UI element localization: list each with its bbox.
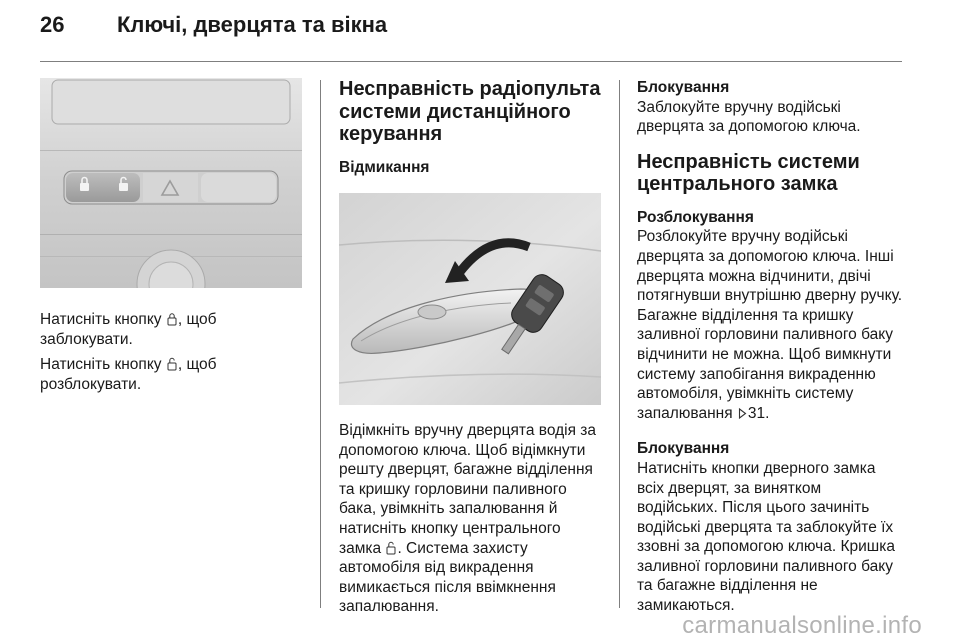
section-heading-central-lock-failure: Несправність системи центрального замка: [637, 150, 860, 196]
subheading-locking-2: Блокування: [637, 440, 730, 458]
watermark: carmanualsonline.info: [682, 612, 922, 639]
locking-text-2: Натисніть кнопки дверного замка всіх дверцят, за винятком водійських. Після цього зачиніть водійські дверцята та заблокуйте їх ззовні за допомогою ключа. Кришка заливної горловини паливного баку та багажне відділення не замикаються.: [637, 459, 895, 615]
unlock-instruction: Натисніть кнопку , щоб розблокувати.: [40, 356, 217, 393]
right-column: [637, 78, 903, 616]
unlocking-instructions: Відімкніть вручну дверцята водія за допомогою ключа. Щоб відімкнути решту дверцят, багажне відділення та кришку горловини паливного бака, увімкніть запалювання й натисніть кнопку центрального замка . Система захисту автомобіля від викрадення вимикається після ввімкнення запалювання.: [339, 422, 597, 616]
lock-instruction: Натисніть кнопку , щоб заблокувати.: [40, 311, 217, 348]
middle-column: [339, 78, 603, 617]
subheading-unlocking-2: Розблокування: [637, 208, 754, 226]
column-divider-1: [320, 80, 321, 608]
page-reference-link[interactable]: 31: [747, 404, 766, 422]
subheading-unlocking: Відмикання: [339, 158, 430, 176]
unlock-icon: [386, 541, 396, 555]
door-handle-key-illustration: [339, 193, 601, 405]
left-column: [40, 78, 302, 394]
subheading-locking: Блокування: [637, 79, 730, 96]
column-divider-2: [619, 80, 620, 608]
unlock-icon: [167, 357, 177, 371]
lock-buttons-illustration: [40, 78, 302, 288]
header-rule: [40, 61, 902, 62]
unlocking-text: Розблокуйте вручну водійські дверцята за допомогою ключа. Інші дверцята можна відчинити, двічі потягнувши внутрішню дверну ручку. Багажне відділення та кришку заливної горловини паливного баку відчинити не можна. Щоб вимкнути систему запобігання викраденню автомобіля, увімкніть систему запалювання 31.: [637, 228, 903, 422]
section-heading-remote-failure: Несправність радіопульта системи дистанційного керування: [339, 78, 601, 145]
page-title: Ключі, дверцята та вікна: [117, 12, 388, 37]
page-reference-icon: [738, 407, 747, 420]
lock-icon: [167, 312, 177, 326]
locking-text: Заблокуйте вручну водійські дверцята за допомогою ключа.: [637, 98, 861, 136]
page-number: 26: [40, 12, 65, 37]
